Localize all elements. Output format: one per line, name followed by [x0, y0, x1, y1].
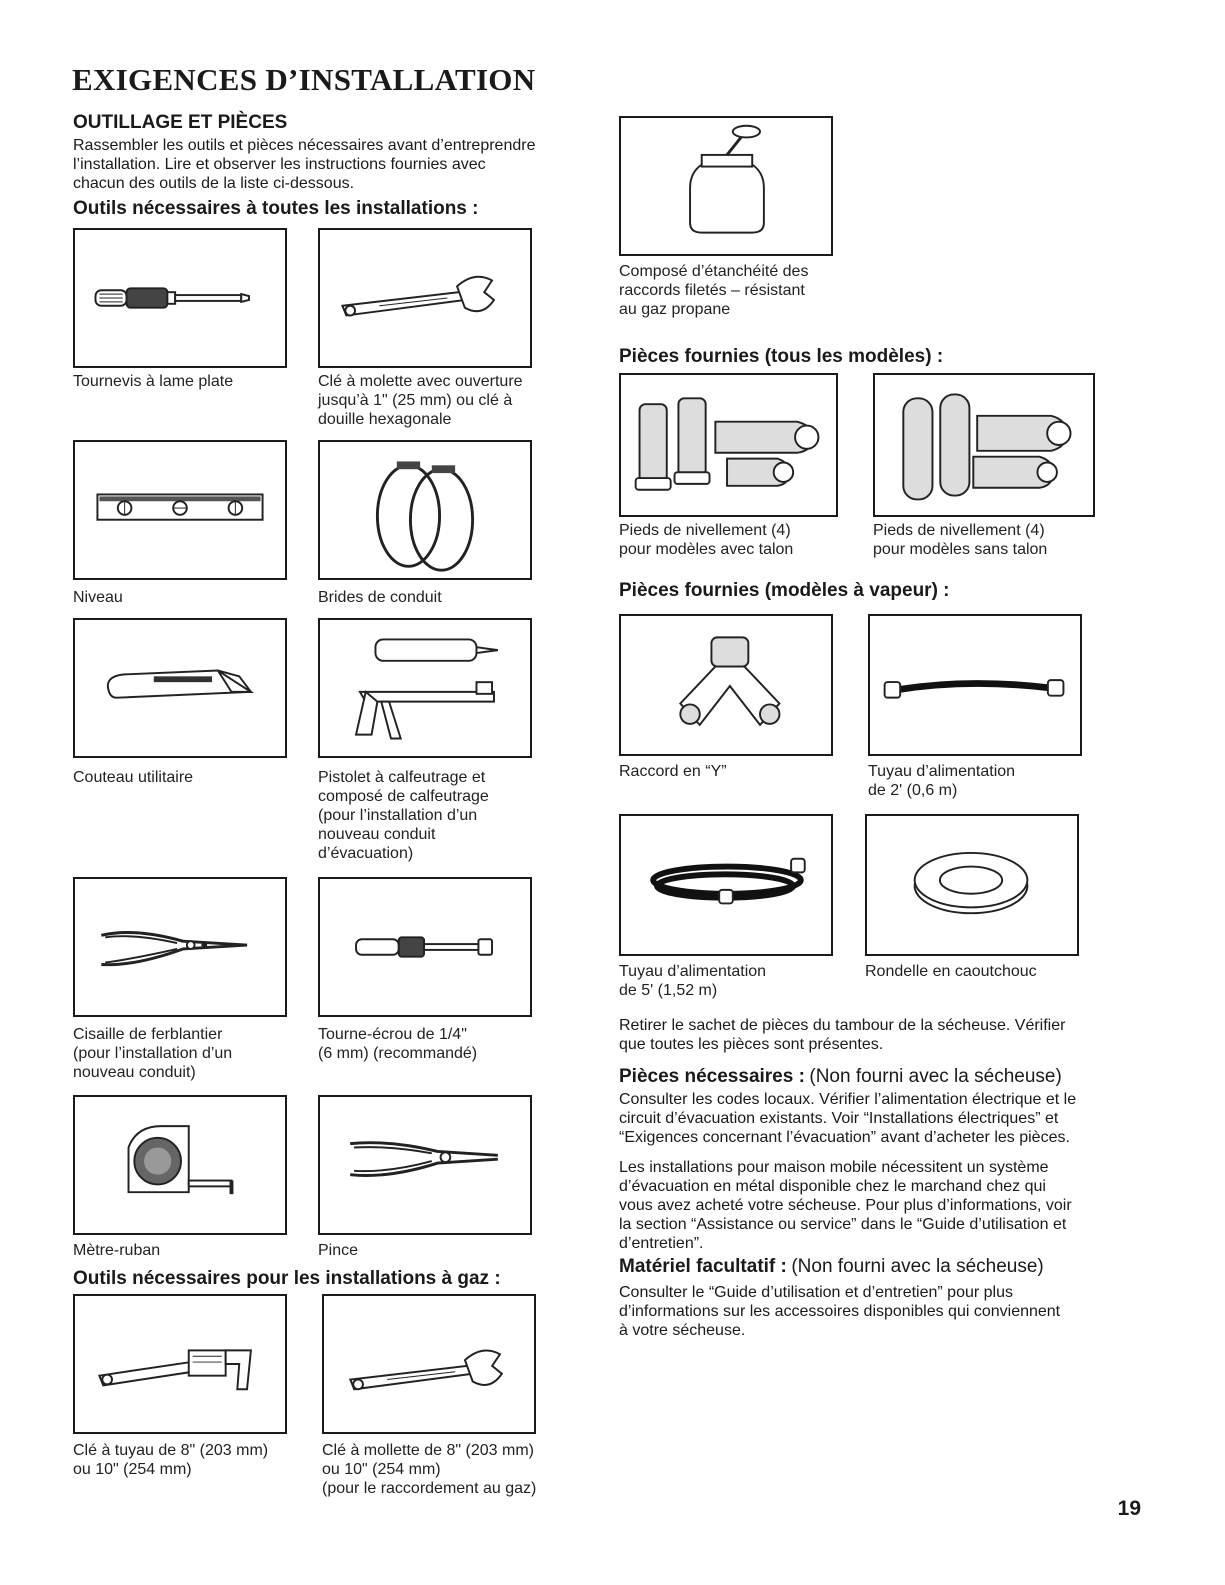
utility-knife-icon: [73, 618, 287, 758]
caption-short-hose: Tuyau d’alimentation de 2' (0,6 m): [868, 763, 1016, 799]
flat-screwdriver-icon: [73, 228, 287, 368]
leveling-legs-with-boss-icon: [619, 373, 838, 517]
gas-installations-heading: Outils nécessaires pour les installations à gaz :: [73, 1268, 501, 1289]
optional-material-para: Consulter le “Guide d’utilisation et d’entretien” pour plus d’informations sur les accessoires disponibles qui conviennent à votre sécheuse.: [619, 1284, 1061, 1339]
caption-adjustable-wrench-8in: Clé à mollette de 8" (203 mm) ou 10" (254 mm) (pour le raccordement au gaz): [322, 1442, 537, 1497]
pliers-icon: [318, 1095, 532, 1235]
long-hose-icon: [619, 814, 833, 956]
adjustable-wrench-icon: [318, 228, 532, 368]
caption-y-connector: Raccord en “Y”: [619, 763, 727, 780]
y-connector-icon: [619, 614, 833, 756]
caption-tin-snips: Cisaille de ferblantier (pour l’installation d’un nouveau conduit): [73, 1026, 233, 1081]
tools-heading: OUTILLAGE ET PIÈCES: [73, 112, 288, 133]
caption-rubber-washer: Rondelle en caoutchouc: [865, 963, 1037, 980]
caption-utility-knife: Couteau utilitaire: [73, 769, 194, 786]
optional-material-heading: Matériel facultatif : (Non fourni avec la sécheuse): [619, 1256, 1044, 1277]
all-installations-heading: Outils nécessaires à toutes les installations :: [73, 198, 479, 219]
adjustable-wrench-8in-icon: [322, 1294, 536, 1434]
caption-legs-with-boss: Pieds de nivellement (4) pour modèles avec talon: [619, 522, 794, 558]
rubber-washer-icon: [865, 814, 1079, 956]
caulking-gun-icon: [318, 618, 532, 758]
duct-clamps-icon: [318, 440, 532, 580]
caption-adjustable-wrench: Clé à molette avec ouverture jusqu’à 1" (25 mm) ou clé à douille hexagonale: [318, 373, 523, 428]
page-title: EXIGENCES D’INSTALLATION: [72, 62, 536, 97]
nut-driver-icon: [318, 877, 532, 1017]
caption-caulking-gun: Pistolet à calfeutrage et composé de calfeutrage (pour l’installation d’un nouveau conduit d’évacuation): [318, 769, 489, 862]
supplied-all-heading: Pièces fournies (tous les modèles) :: [619, 346, 944, 367]
tools-intro: Rassembler les outils et pièces nécessaires avant d’entreprendre l’installation. Lire et observer les instructions fournies avec chacun des outils de la liste ci-dessous.: [73, 137, 536, 192]
caption-pliers: Pince: [318, 1242, 359, 1259]
caption-pipe-wrench: Clé à tuyau de 8" (203 mm) ou 10" (254 mm): [73, 1442, 269, 1478]
caption-nut-driver: Tourne-écrou de 1/4" (6 mm) (recommandé): [318, 1026, 478, 1062]
caption-sealant: Composé d’étanchéité des raccords filetés – résistant au gaz propane: [619, 263, 809, 318]
page-number: 19: [1117, 1497, 1141, 1520]
supplied-steam-heading: Pièces fournies (modèles à vapeur) :: [619, 580, 950, 601]
caption-screwdriver: Tournevis à lame plate: [73, 373, 234, 390]
caption-long-hose: Tuyau d’alimentation de 5' (1,52 m): [619, 963, 767, 999]
pipe-sealant-jar-icon: [619, 116, 833, 256]
caption-legs-without-boss: Pieds de nivellement (4) pour modèles sans talon: [873, 522, 1048, 558]
caption-level: Niveau: [73, 589, 123, 606]
needed-parts-heading: Pièces nécessaires : (Non fourni avec la sécheuse): [619, 1066, 1062, 1087]
caption-tape-measure: Mètre-ruban: [73, 1242, 161, 1259]
level-icon: [73, 440, 287, 580]
short-hose-icon: [868, 614, 1082, 756]
leveling-legs-without-boss-icon: [873, 373, 1095, 517]
needed-parts-para2: Les installations pour maison mobile nécessitent un système d’évacuation en métal disponible chez le marchand chez qui vous avez acheté votre sécheuse. Pour plus d’informations, voir la section “Assistance ou service” dans le “Guide d’utilisation et d’entretien”.: [619, 1159, 1072, 1252]
pipe-wrench-icon: [73, 1294, 287, 1434]
tin-snips-icon: [73, 877, 287, 1017]
tape-measure-icon: [73, 1095, 287, 1235]
needed-parts-para1: Consulter les codes locaux. Vérifier l’alimentation électrique et le circuit d’évacuation existants. Voir “Installations électriques” et “Exigences concernant l’évacuation” avant d’acheter les pièces.: [619, 1091, 1077, 1146]
parts-bag-note: Retirer le sachet de pièces du tambour de la sécheuse. Vérifier que toutes les pièces sont présentes.: [619, 1017, 1066, 1053]
caption-duct-clamps: Brides de conduit: [318, 589, 442, 606]
